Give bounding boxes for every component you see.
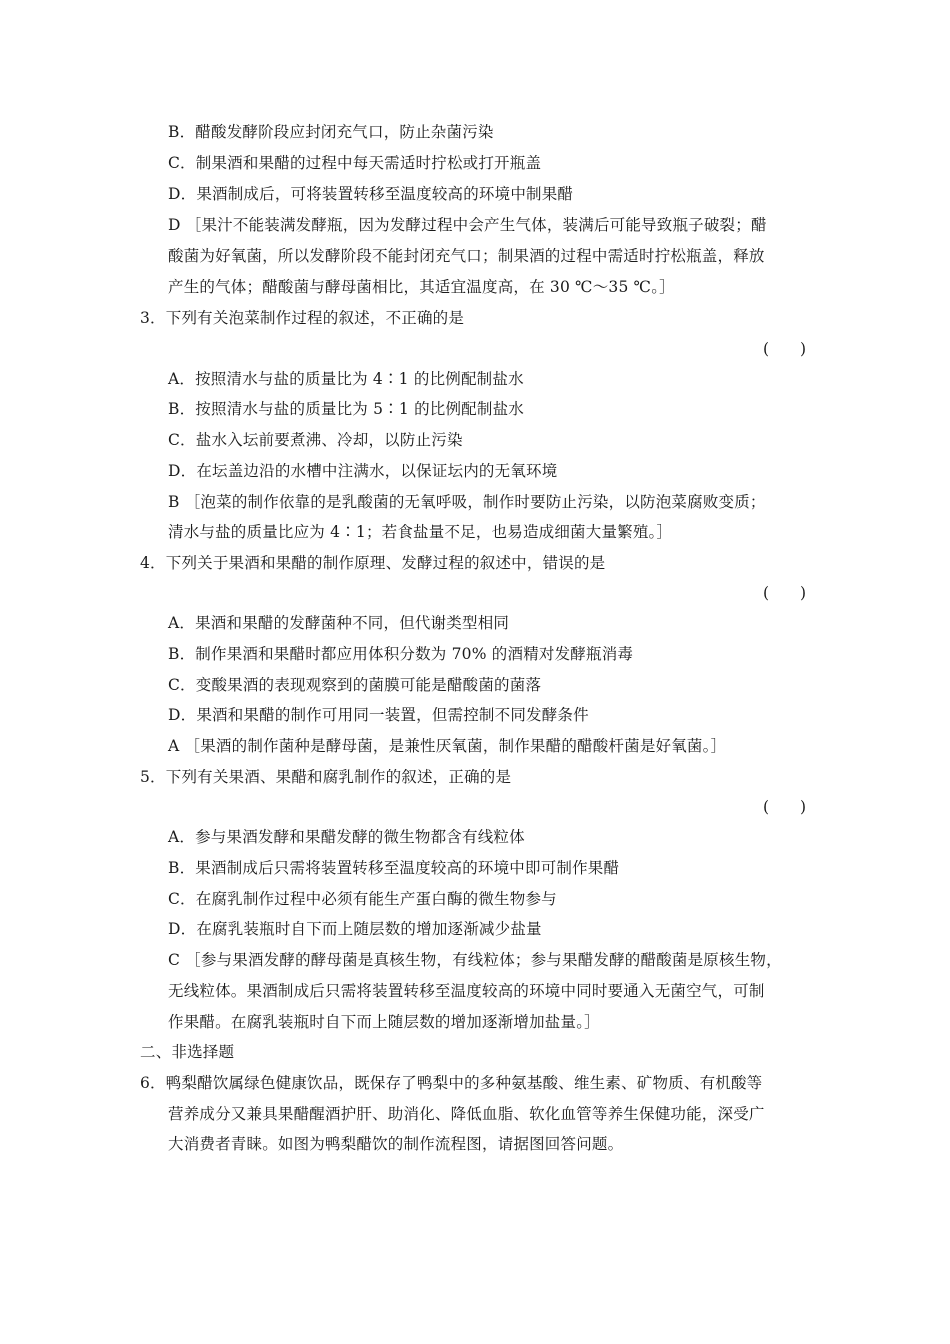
- q2-option-d: D．果酒制成后，可将装置转移至温度较高的环境中制果醋: [168, 185, 574, 203]
- q3-option-a: A．按照清水与盐的质量比为 4∶1 的比例配制盐水: [168, 370, 524, 388]
- q5-answer-blank: ( ): [763, 798, 807, 816]
- q5-option-a: A．参与果酒发酵和果醋发酵的微生物都含有线粒体: [168, 828, 525, 846]
- q4-option-c: C．变酸果酒的表现观察到的菌膜可能是醋酸菌的菌落: [168, 676, 542, 694]
- q2-answer-line-3: 产生的气体；醋酸菌与酵母菌相比，其适宜温度高，在 30 ℃～35 ℃。］: [168, 278, 675, 296]
- q3-answer-line-1: B ［泡菜的制作依靠的是乳酸菌的无氧呼吸，制作时要防止污染，以防泡菜腐败变质；: [168, 493, 766, 511]
- q5-stem: 5．下列有关果酒、果醋和腐乳制作的叙述，正确的是: [140, 768, 512, 786]
- q4-answer-line-1: A ［果酒的制作菌种是酵母菌，是兼性厌氧菌，制作果醋的醋酸杆菌是好氧菌。］: [168, 737, 727, 755]
- q2-option-c: C．制果酒和果醋的过程中每天需适时拧松或打开瓶盖: [168, 154, 542, 172]
- q6-stem-line-3: 大消费者青睐。如图为鸭梨醋饮的制作流程图，请据图回答问题。: [168, 1135, 624, 1153]
- q2-answer-line-2: 酸菌为好氧菌，所以发酵阶段不能封闭充气口；制果酒的过程中需适时拧松瓶盖，释放: [168, 247, 765, 265]
- q3-stem: 3．下列有关泡菜制作过程的叙述，不正确的是: [140, 309, 465, 327]
- q5-answer-line-2: 无线粒体。果酒制成后只需将装置转移至温度较高的环境中同时要通入无菌空气，可制: [168, 982, 765, 1000]
- q2-answer-line-1: D ［果汁不能装满发酵瓶，因为发酵过程中会产生气体，装满后可能导致瓶子破裂；醋: [168, 216, 767, 234]
- q3-answer-blank: ( ): [763, 340, 807, 358]
- q4-option-d: D．果酒和果醋的制作可用同一装置，但需控制不同发酵条件: [168, 706, 589, 724]
- q5-option-d: D．在腐乳装瓶时自下而上随层数的增加逐渐减少盐量: [168, 920, 542, 938]
- section-heading-non-choice: 二、非选择题: [140, 1043, 235, 1061]
- q5-option-b: B．果酒制成后只需将装置转移至温度较高的环境中即可制作果醋: [168, 859, 620, 877]
- q4-option-b: B．制作果酒和果醋时都应用体积分数为 70% 的酒精对发酵瓶消毒: [168, 645, 634, 663]
- q4-stem: 4．下列关于果酒和果醋的制作原理、发酵过程的叙述中，错误的是: [140, 554, 606, 572]
- q6-stem-line-2: 营养成分又兼具果醋醒酒护肝、助消化、降低血脂、软化血管等养生保健功能，深受广: [168, 1105, 765, 1123]
- q5-answer-line-3: 作果醋。在腐乳装瓶时自下而上随层数的增加逐渐增加盐量。］: [168, 1013, 600, 1031]
- q6-stem-line-1: 6．鸭梨醋饮属绿色健康饮品，既保存了鸭梨中的多种氨基酸、维生素、矿物质、有机酸等: [140, 1074, 763, 1092]
- q3-answer-line-2: 清水与盐的质量比应为 4∶1；若食盐量不足，也易造成细菌大量繁殖。］: [168, 523, 673, 541]
- q5-option-c: C．在腐乳制作过程中必须有能生产蛋白酶的微生物参与: [168, 890, 557, 908]
- q3-option-d: D．在坛盖边沿的水槽中注满水，以保证坛内的无氧环境: [168, 462, 558, 480]
- q3-option-c: C．盐水入坛前要煮沸、冷却，以防止污染: [168, 431, 463, 449]
- q5-answer-line-1: C ［参与果酒发酵的酵母菌是真核生物，有线粒体；参与果醋发酵的醋酸菌是原核生物，: [168, 951, 782, 969]
- q4-answer-blank: ( ): [763, 584, 807, 602]
- q2-option-b: B．醋酸发酵阶段应封闭充气口，防止杂菌污染: [168, 123, 494, 141]
- q3-option-b: B．按照清水与盐的质量比为 5∶1 的比例配制盐水: [168, 400, 524, 418]
- q4-option-a: A．果酒和果醋的发酵菌种不同，但代谢类型相同: [168, 614, 510, 632]
